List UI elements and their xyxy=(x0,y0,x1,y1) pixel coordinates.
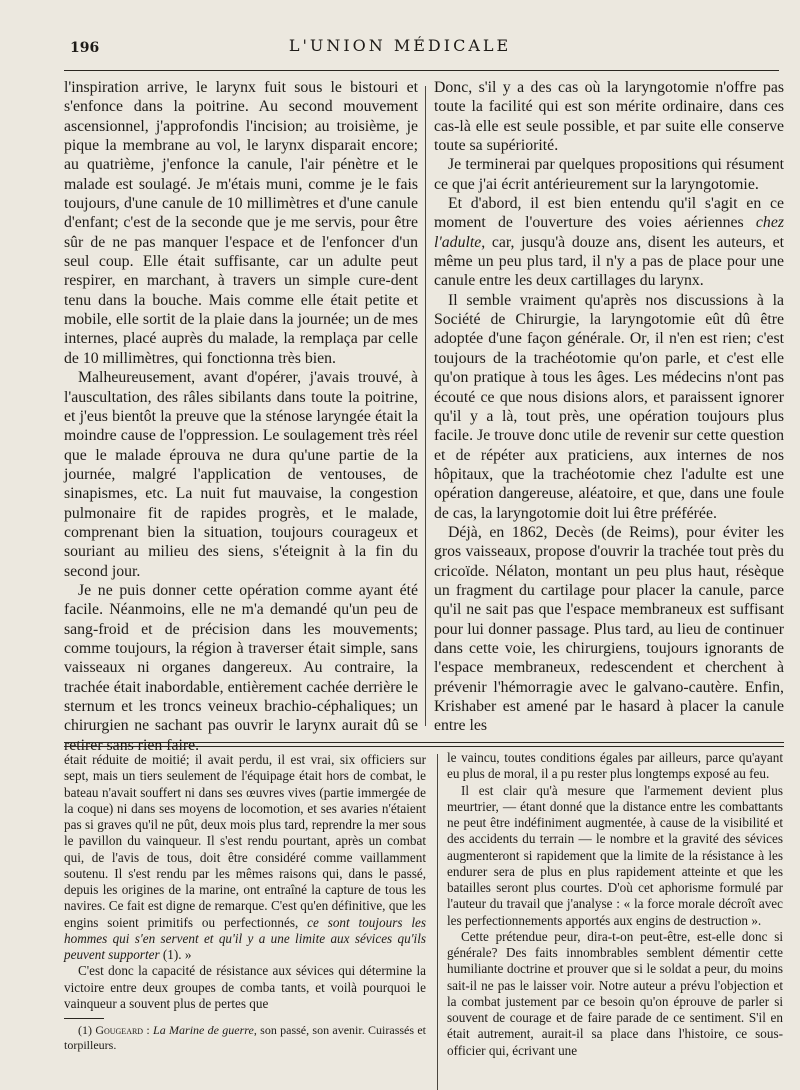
page-number: 196 xyxy=(70,40,100,56)
text-span: Et d'abord, il est bien entendu qu'il s'agit en ce moment de l'ouverture des voies aériennes xyxy=(434,195,784,232)
text-span: : xyxy=(143,1023,154,1037)
paragraph xyxy=(64,752,426,963)
text-span: était réduite de moitié; il avait perdu, il est vrai, six officiers sur sept, mais un tiers seulement de l'équipage était hors de combat, le bateau n'avait souffert ni dans ses œuvres vives (partie immergée de la coque) ni dans ses moyens de locomotion, et ses avaries n'étaient pas si graves qu'il ne pût, deux mois plus tard, reprendre la mer sous le pavillon du vainqueur. Il s'est rendu pourtant, après un combat qui, de l'avis de tous, doit être considéré comme vaillamment soutenu. Il s'est rendu par les mêmes raisons qui, dans le passé, depuis les origines de la marine, ont entraîné la capture de tous les navires. Ce fait est digne de remarque. C'est qu'en définitive, que les engins soient primitifs ou perfectionnés, xyxy=(64,752,426,930)
paragraph: Cette prétendue peur, dira-t-on peut-être, est-elle donc si générale? Des faits innombrables semblent démentir cette humiliante doctrine et prouver que si le soldat a peur, du moins sait-il ne pas le laisser voir. Notre auteur a prévu l'objection et la combat justement par ce besoin qu'on éprouve de parler si souvent de courage et de faire parade de ce sentiment. S'il en était autrement, aurait-il sa place dans l'histoire, ce sous-officier qui, écrivant une xyxy=(447,928,783,1058)
column-divider xyxy=(437,754,438,1090)
upper-right-column xyxy=(434,78,784,735)
footnote xyxy=(64,1023,426,1053)
paragraph: C'est donc la capacité de résistance aux sévices qui détermine la victoire entre deux groupes de comba tants, et voilà pourquoi le vainqueur a souvent plus de pertes que xyxy=(64,963,426,1011)
paragraph: Déjà, en 1862, Decès (de Reims), pour éviter les gros vaisseaux, propose d'ouvrir la trachée tout près du cricoïde. Nélaton, montant un peu plus haut, résèque un fragment du cartilage pour placer la canule, parce qu'il ne sait pas que l'espace membraneux est suffisant pour lui donner passage. Plus tard, au lieu de continuer dans cette voie, les chirurgiens, toujours ignorants de l'espace membraneux, redescendent et cherchent à prévenir l'hémorragie avec le galvano-cautère. Enfin, Krishaber est amené par le hasard à placer la canule entre les xyxy=(434,523,784,735)
header-rule xyxy=(64,70,779,71)
paragraph: l'inspiration arrive, le larynx fuit sous le bistouri et s'enfonce dans la poitrine. Au second mouvement ascensionnel, j'approfondis l'incision; au troisième, je pique la membrane au vol, le larynx disparait encore; au quatrième, j'enfonce la canule, l'air pénètre et le malade est soulagé. Je m'étais muni, comme je le fais toujours, d'une canule de 10 millimètres et d'une canule d'enfant; c'est de la seconde que je me servis, pour être sûr de ne pas manquer l'espace et de l'enfoncer d'un seul coup. Elle était suffisante, car un adulte peut respirer, en marchant, à travers un simple cure-dent tenu dans la bouche. Mais comme elle était petite et mobile, elle sortit de la plaie dans la journée; un de mes internes, placé auprès du malade, la remplaça par celle de 10 millimètres, qui fonctionna très bien. xyxy=(64,79,418,367)
paragraph: Malheureusement, avant d'opérer, j'avais trouvé, à l'auscultation, des râles sibilants dans toute la poitrine, et j'eus bientôt la preuve que la sténose laryngée était la moindre cause de l'oppression. Le soulagement très réel que le malade éprouva ne dura qu'une partie de la journée, malgré l'application de ventouses, de sinapismes, etc. La nuit fut mauvaise, la congestion pulmonaire fit de rapides progrès, et le malade, comprenant bien la situation, toujours courageux et souriant au milieu des siens, s'éteignit à la fin du second jour. xyxy=(64,369,418,580)
lower-right-column xyxy=(447,750,783,1088)
upper-left-column xyxy=(64,78,418,754)
text-span: (1). » xyxy=(159,947,192,962)
text-span: , son passé, son avenir. Cuirassés et torpilleurs. xyxy=(64,1023,426,1052)
footnote-author: Gougeard xyxy=(95,1023,144,1037)
paragraph: Je terminerai par quelques propositions qui résument ce que j'ai écrit antérieurement sur la laryngotomie. xyxy=(434,156,784,193)
footnote-rule xyxy=(64,1018,104,1019)
paragraph: le vaincu, toutes conditions égales par ailleurs, parce qu'ayant eu plus de moral, il a pu rester plus longtemps exposé au feu. xyxy=(447,750,783,782)
paragraph: Il semble vraiment qu'après nos discussions à la Société de Chirurgie, la laryngotomie eût dû être adoptée d'une façon générale. Or, il n'en est rien; c'est toujours de la trachéotomie qu'on parle, et c'est elle qu'on pratique à tous les âges. Les médecins n'ont pas écouté ce que nous disions alors, et paraissent ignorer qu'il y a là, tout près, une opération toujours plus facile. Je trouve donc utile de revenir sur cette question et de répéter aux praticiens, aux internes de nos hôpitaux, que la trachéotomie chez l'adulte est une opération dangereuse, aléatoire, et que, dans une foule de cas, la laryngotomie doit lui être préférée. xyxy=(434,291,784,522)
footnote-mark: (1) xyxy=(78,1023,96,1037)
lower-left-column xyxy=(64,752,426,1090)
paragraph xyxy=(434,194,784,291)
column-divider xyxy=(425,86,426,726)
paragraph: Il est clair qu'à mesure que l'armement devient plus meurtrier, — étant donné que la distance entre les combattants ne peut être indéfiniment augmentée, à cause de la visibilité et des accidents du terrain — le nombre et la gravité des sévices augmenteront si rapidement que la limite de la résistance à les endurer sera de plus en plus rapidement atteinte et que les batailles seront plus courtes. D'où cet aphorisme formulé par l'auteur du travail que j'analyse : « la force morale décroît avec les perfectionnements apportés aux engins de destruction ». xyxy=(447,782,783,928)
footnote-title: La Marine de guerre xyxy=(153,1023,254,1037)
section-divider xyxy=(64,742,784,747)
running-title: L'UNION MÉDICALE xyxy=(288,36,512,55)
emphasis: ce sont toujours les hommes qui s'en servent et qu'il y a une limite aux sévices qu'ils peuvent supporter xyxy=(64,914,427,962)
emphasis: chez l'adulte xyxy=(434,214,784,251)
paragraph: Donc, s'il y a des cas où la laryngotomie n'offre pas toute la facilité qui est son mérite ordinaire, dans ces cas-là elle est seule possible, et par suite elle conserve toute sa supériorité. xyxy=(434,79,784,155)
paragraph: Je ne puis donner cette opération comme ayant été facile. Néanmoins, elle ne m'a demandé qu'un peu de sang-froid et de précision dans les mouvements; comme toujours, la région à traverser était simple, sans vaisseaux ni organes dangereux. Au contraire, la trachée était inabordable, entièrement cachée derrière le sternum et les troncs veineux brachio-céphaliques; un chirurgien ne sachant pas ouvrir le larynx aurait dû se retirer sans rien faire. xyxy=(64,581,418,754)
text-span: , car, jusqu'à douze ans, disent les auteurs, et même un peu plus tard, il n'y a pas de place pour une canule entre les deux cartillages du larynx. xyxy=(434,233,784,290)
